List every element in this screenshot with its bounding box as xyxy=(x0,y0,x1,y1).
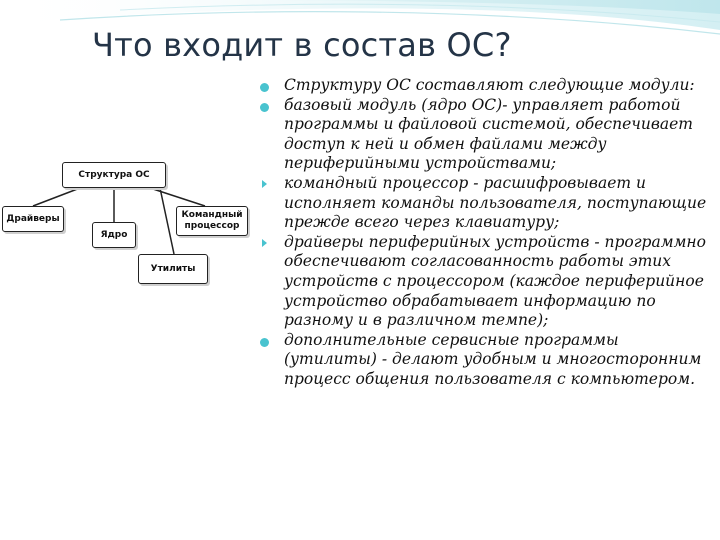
round-bullet-icon xyxy=(260,338,269,347)
round-bullet-icon xyxy=(260,83,269,92)
diagram-node-os-structure: Структура ОС xyxy=(62,162,166,188)
list-item-text: командный процессор - расшифровывает и исполняет команды пользователя, поступающие прежде всего через клавиатуру; xyxy=(284,173,707,232)
list-item xyxy=(258,233,716,331)
arrow-bullet-icon xyxy=(262,180,267,188)
diagram-node-utilities: Утилиты xyxy=(138,254,208,284)
diagram-node-command-label-line1: Командный xyxy=(181,210,243,220)
list-item-text: базовый модуль (ядро ОС)- управляет работой программы и файловой системой, обеспечивает доступ к ней и обмен файлами между периферийными устройствами; xyxy=(284,95,694,173)
os-structure-diagram xyxy=(0,150,260,300)
list-item xyxy=(258,96,716,174)
list-item xyxy=(258,174,716,233)
bullet-list xyxy=(258,76,716,390)
list-item-text: дополнительные сервисные программы (утилиты) - делают удобным и многосторонним процесс общения пользователя с компьютером. xyxy=(284,330,702,388)
list-item-text: драйверы периферийных устройств - программно обеспечивают согласованность работы этих устройств с процессором (каждое периферийное устройство обрабатывает информацию по разному и в различном темпе); xyxy=(284,232,706,330)
diagram-node-command-processor xyxy=(176,206,248,236)
diagram-node-drivers: Драйверы xyxy=(2,206,64,232)
diagram-node-command-label-line2: процессор xyxy=(184,221,240,231)
round-bullet-icon xyxy=(260,103,269,112)
list-item xyxy=(258,76,716,96)
slide-title: Что входит в состав ОС? xyxy=(92,26,512,64)
list-item xyxy=(258,331,716,390)
arrow-bullet-icon xyxy=(262,239,267,247)
list-item-text: Структуру ОС составляют следующие модули: xyxy=(284,76,695,94)
diagram-node-kernel: Ядро xyxy=(92,222,136,248)
